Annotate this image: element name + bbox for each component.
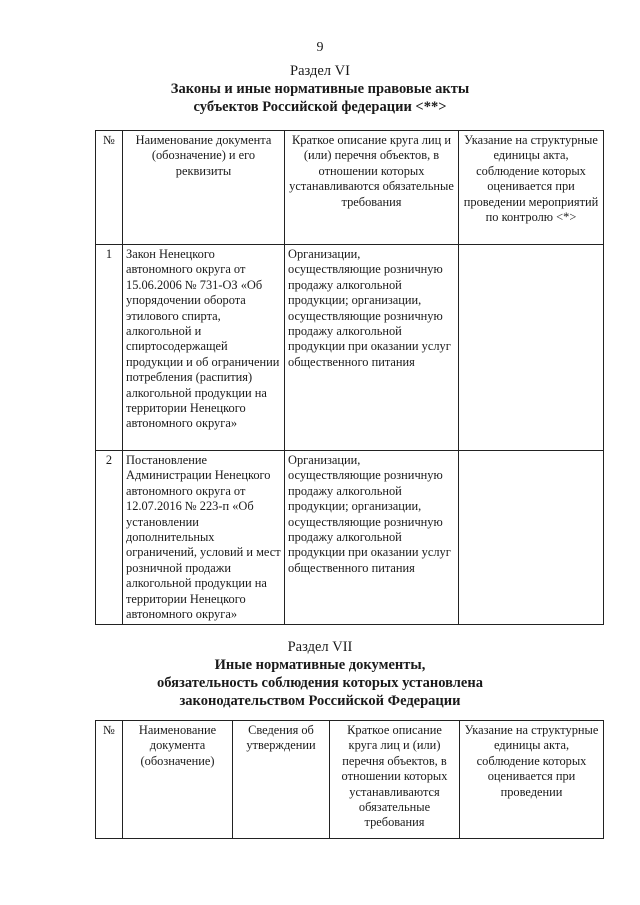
table-header-row: [96, 131, 604, 245]
description-cell: Организации, осуществляющие розничную продажу алкогольной продукции; организации, осуществляющие розничную продажу алкогольной продукции при оказании услуг общественного питания: [285, 451, 459, 625]
table-header-row: [96, 721, 604, 839]
column-header-document-name: Наименование документа (обозначение) и его реквизиты: [123, 131, 285, 245]
column-header-description: Краткое описание круга лиц и (или) перечня объектов, в отношении которых устанавливаются обязательные требования: [330, 721, 460, 839]
description-cell: Организации, осуществляющие розничную продажу алкогольной продукции; организации, осуществляющие розничную продажу алкогольной продукции при оказании услуг общественного питания: [285, 245, 459, 451]
column-header-structural-units: Указание на структурные единицы акта, соблюдение которых оценивается при проведении: [460, 721, 604, 839]
page-number: 9: [316, 40, 324, 55]
document-name-cell: Закон Ненецкого автономного округа от 15.06.2006 № 731-ОЗ «Об упорядочении оборота этилового спирта, алкогольной и спиртосодержащей продукции и об ограничении потребления (распития) алкогольной продукции на территории Ненецкого автономного округа»: [123, 245, 285, 451]
section-6-heading: [0, 62, 640, 116]
section-7-title-line-3: законодательством Российской Федерации: [179, 693, 461, 709]
column-header-document-name: Наименование документа (обозначение): [123, 721, 233, 839]
structural-units-cell: [459, 451, 604, 625]
table-row: [96, 245, 604, 451]
section-6-table: [95, 130, 604, 625]
document-name-cell: Постановление Администрации Ненецкого автономного округа от 12.07.2016 № 223-п «Об установлении дополнительных ограничений, условий и мест розничной продажи алкогольной продукции на территории Ненецкого автономного округа»: [123, 451, 285, 625]
column-header-description: Краткое описание круга лиц и (или) перечня объектов, в отношении которых устанавливаются обязательные требования: [285, 131, 459, 245]
column-header-approval-info: Сведения об утверждении: [233, 721, 330, 839]
section-7-table: [95, 720, 604, 839]
section-7-title-line-2: обязательность соблюдения которых установлена: [157, 675, 483, 691]
section-7-label: Раздел VII: [287, 639, 353, 655]
table-row: [96, 451, 604, 625]
row-number: 2: [96, 451, 123, 625]
section-6-label: Раздел VI: [290, 63, 350, 79]
section-7-title-line-1: Иные нормативные документы,: [214, 657, 426, 673]
column-header-structural-units: Указание на структурные единицы акта, соблюдение которых оценивается при проведении мероприятий по контролю <*>: [459, 131, 604, 245]
structural-units-cell: [459, 245, 604, 451]
column-header-number: №: [96, 131, 123, 245]
section-6-title-line-1: Законы и иные нормативные правовые акты: [170, 81, 470, 97]
column-header-number: №: [96, 721, 123, 839]
section-6-title-line-2: субъектов Российской федерации <**>: [193, 99, 447, 115]
row-number: 1: [96, 245, 123, 451]
section-7-heading: [0, 638, 640, 710]
